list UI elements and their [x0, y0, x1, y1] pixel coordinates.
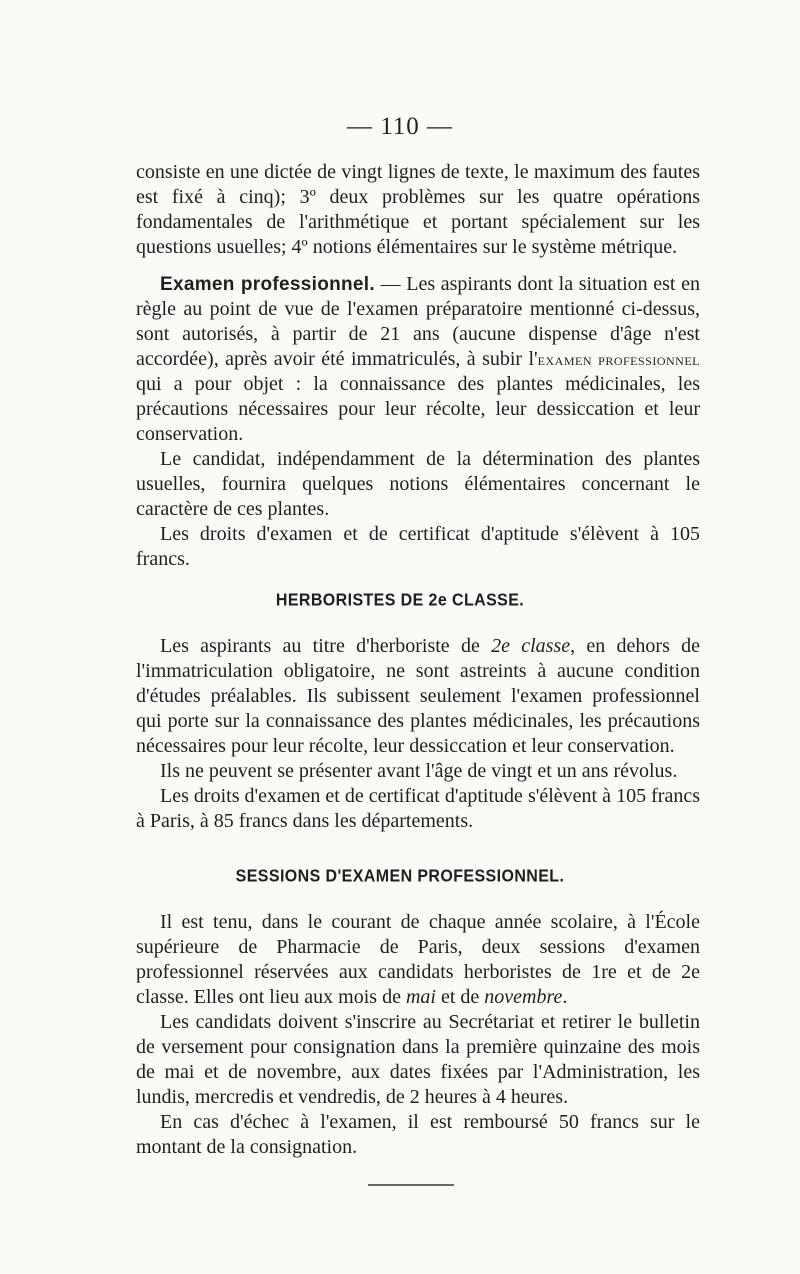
small-caps-term: examen professionnel	[537, 350, 700, 369]
fees-paragraph: Les droits d'examen et de certificat d'aptitude s'élèvent à 105 francs à Paris, à 85 francs dans les départements.	[136, 785, 700, 832]
page-number: — 110 —	[346, 113, 454, 140]
end-rule	[368, 1184, 454, 1186]
emphasis-text: 2e classe	[491, 635, 571, 657]
paragraph-text: et de	[435, 986, 485, 1008]
sessions-paragraph	[136, 910, 700, 1010]
fees-paragraph: Les droits d'examen et de certificat d'aptitude s'élèvent à 105 francs.	[136, 523, 700, 570]
second-class-paragraph	[136, 634, 700, 759]
paragraph-text: qui a pour objet : la connaissance des plantes médicinales, les précautions nécessaires pour leur récolte, leur dessiccation et leur conservation.	[136, 373, 700, 445]
paragraph-text: .	[562, 986, 568, 1008]
section-run-in-heading: Examen professionnel.	[160, 274, 375, 295]
candidate-paragraph: Le candidat, indépendamment de la détermination des plantes usuelles, fournira quelques notions élémentaires concernant le caractère de ces plantes.	[136, 448, 700, 520]
registration-paragraph: Les candidats doivent s'inscrire au Secrétariat et retirer le bulletin de versement pour consignation dans la première quinzaine des mois de mai et de novembre, aux dates fixées par l'Administration, les lundis, mercredis et vendredis, de 2 heures à 4 heures.	[136, 1011, 700, 1108]
paragraph-text: , en dehors de l'immatriculation obligatoire, ne sont astreints à aucune condition d'études préalables. Ils subissent seulement l'examen professionnel qui porte sur la connaissance des plantes médicinales, les précautions nécessaires pour leur récolte, leur dessiccation et leur conservation.	[136, 635, 700, 757]
emphasis-text: novembre	[484, 986, 563, 1008]
continuation-paragraph: consiste en une dictée de vingt lignes de texte, le maximum des fautes est fixé à cinq); 3º deux problèmes sur les quatre opérations fondamentales de l'arithmétique et portant spécialement sur les questions usuelles; 4º notions élémentaires sur le système métrique.	[136, 161, 700, 258]
age-paragraph: Ils ne peuvent se présenter avant l'âge de vingt et un ans révolus.	[160, 760, 678, 782]
professional-exam-section	[136, 272, 700, 572]
sessions-section	[136, 910, 700, 1160]
refund-paragraph: En cas d'échec à l'examen, il est remboursé 50 francs sur le montant de la consignation.	[136, 1111, 700, 1158]
section-heading-second-class: HERBORISTES DE 2e CLASSE.	[275, 590, 525, 610]
paragraph-text: Il est tenu, dans le courant de chaque année scolaire, à l'École supérieure de Pharmacie de Paris, deux sessions d'examen professionnel réservées aux candidats herboristes de 1re et de 2e classe. Elles ont lieu aux mois de	[136, 911, 700, 1008]
emphasis-text: mai	[405, 986, 436, 1008]
professional-exam-paragraph	[136, 272, 700, 447]
paragraph-text: Les aspirants au titre d'herboriste de	[160, 635, 492, 657]
paragraph-text: — Les aspirants dont la situation est en règle au point de vue de l'examen préparatoire mentionné ci-dessus, sont autorisés, à partir de 21 ans (aucune dispense d'âge n'est accordée), après avoir été immatriculés, à subir l'	[136, 273, 700, 370]
section-heading-sessions: SESSIONS D'EXAMEN PROFESSIONNEL.	[235, 866, 565, 886]
second-class-section	[136, 634, 700, 834]
